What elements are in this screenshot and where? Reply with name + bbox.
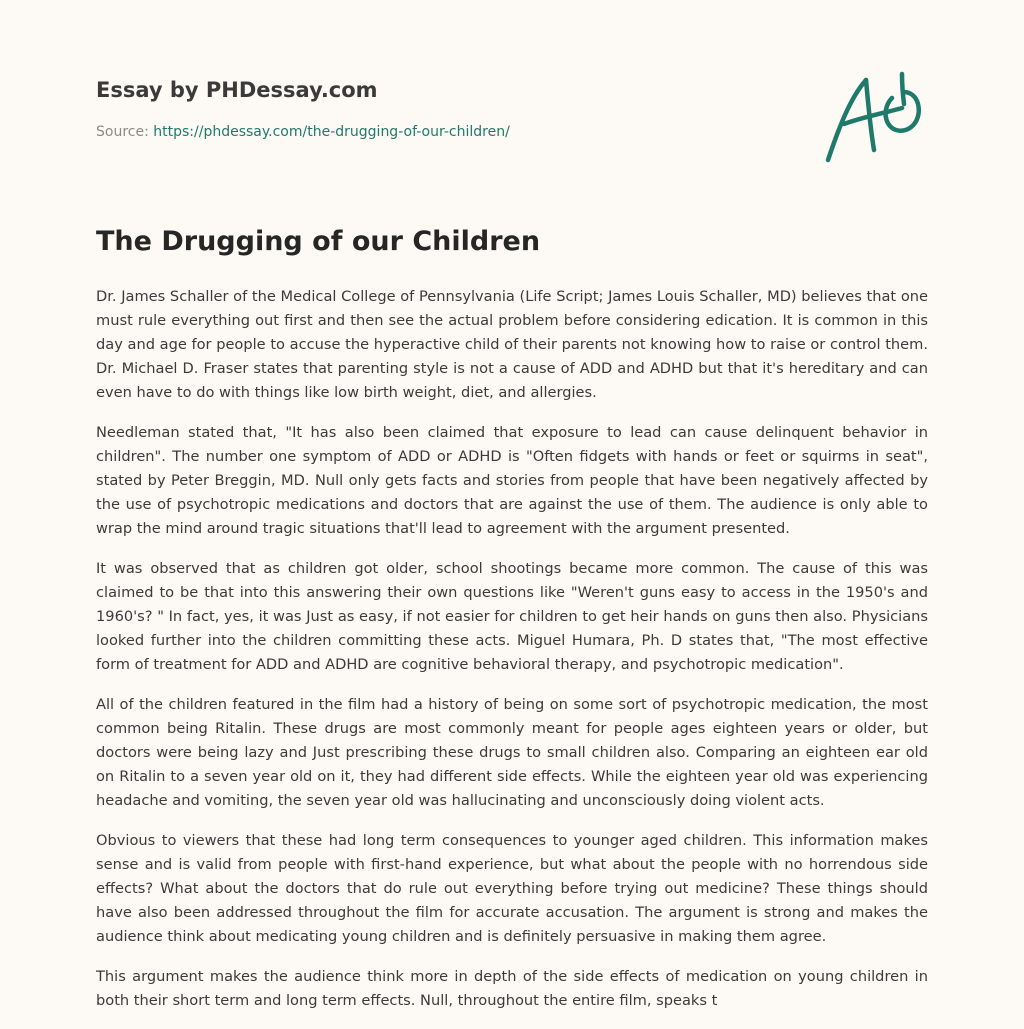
- source-label: Source:: [96, 124, 154, 140]
- essay-paragraph: All of the children featured in the film had a history of being on some sort of psychotropic medication, the most common being Ritalin. These drugs are most commonly meant for people ages eighteen years or older, but doctors were being lazy and Just prescribing these drugs to small children also. Comparing an eighteen ear old on Ritalin to a seven year old on it, they had different side effects. While the eighteen year old was experiencing headache and vomiting, the seven year old was hallucinating and unconsciously doing violent acts.: [96, 696, 928, 809]
- a-plus-grade-logo-icon: [820, 68, 930, 168]
- source-line: [96, 124, 510, 140]
- essay-body: [96, 285, 928, 1029]
- essay-paragraph: This argument makes the audience think more in depth of the side effects of medication on young children in both their short term and long term effects. Null, throughout the entire film, speaks t: [96, 968, 928, 1009]
- essay-title: The Drugging of our Children: [96, 226, 541, 257]
- essay-paragraph: Needleman stated that, "It has also been claimed that exposure to lead can cause delinquent behavior in children". The number one symptom of ADD or ADHD is "Often fidgets with hands or feet or squirms in seat", stated by Peter Breggin, MD. Null only gets facts and stories from people that have been negatively affected by the use of psychotropic medications and doctors that are against the use of them. The audience is only able to wrap the mind around tragic situations that'll lead to agreement with the argument presented.: [96, 424, 928, 537]
- essay-paragraph: Dr. James Schaller of the Medical College of Pennsylvania (Life Script; James Louis Schaller, MD) believes that one must rule everything out first and then see the actual problem before considering edication. It is common in this day and age for people to accuse the hyperactive child of their parents not knowing how to raise or control them. Dr. Michael D. Fraser states that parenting style is not a cause of ADD and ADHD but that it's hereditary and can even have to do with things like low birth weight, diet, and allergies.: [96, 288, 928, 401]
- source-link[interactable]: https://phdessay.com/the-drugging-of-our-children/: [153, 124, 510, 140]
- site-brand: Essay by PHDessay.com: [96, 78, 378, 102]
- essay-paragraph: It was observed that as children got older, school shootings became more common. The cause of this was claimed to be that into this answering their own questions like "Weren't guns easy to access in the 1950's and 1960's? " In fact, yes, it was Just as easy, if not easier for children to get heir hands on guns then also. Physicians looked further into the children committing these acts. Miguel Humara, Ph. D states that, "The most effective form of treatment for ADD and ADHD are cognitive behavioral therapy, and psychotropic medication".: [96, 560, 928, 673]
- essay-paragraph: Obvious to viewers that these had long term consequences to younger aged children. This information makes sense and is valid from people with first-hand experience, but what about the people with no horrendous side effects? What about the doctors that do rule out everything before trying out medicine? These things should have also been addressed throughout the film for accurate accusation. The argument is strong and makes the audience think about medicating young children and is definitely persuasive in making them agree.: [96, 832, 928, 945]
